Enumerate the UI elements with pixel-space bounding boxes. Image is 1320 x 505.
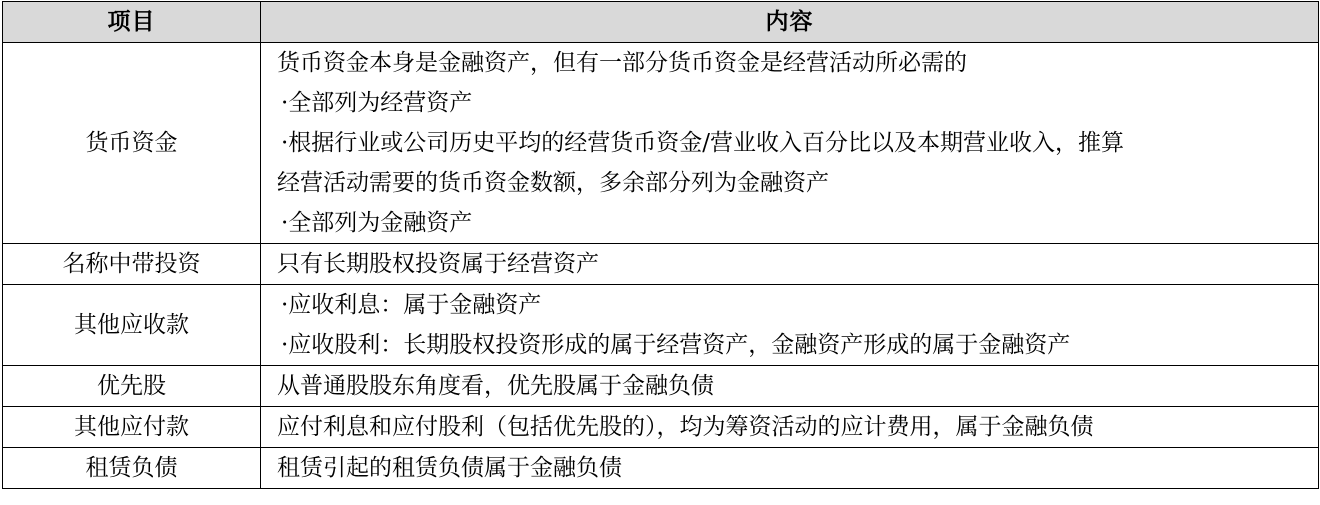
content-line: ·应收利息：属于金融资产 bbox=[281, 292, 542, 318]
row-item-label: 租赁负债 bbox=[3, 448, 261, 489]
content-line: 经营活动需要的货币资金数额，多余部分列为金融资产 bbox=[277, 170, 829, 196]
row-content bbox=[261, 448, 1319, 489]
header-row bbox=[3, 2, 1319, 43]
row-content bbox=[261, 407, 1319, 448]
table-row bbox=[3, 43, 1319, 244]
content-line: ·应收股利：长期股权投资形成的属于经营资产，金融资产形成的属于金融资产 bbox=[281, 332, 1071, 358]
row-item-label: 名称中带投资 bbox=[3, 244, 261, 285]
header-item: 项目 bbox=[3, 2, 261, 43]
row-item-label: 其他应收款 bbox=[3, 285, 261, 366]
table-row bbox=[3, 285, 1319, 366]
row-item-label: 其他应付款 bbox=[3, 407, 261, 448]
row-content bbox=[261, 366, 1319, 407]
content-line: 货币资金本身是金融资产，但有一部分货币资金是经营活动所必需的 bbox=[277, 50, 967, 76]
table-row bbox=[3, 407, 1319, 448]
table-row bbox=[3, 366, 1319, 407]
classification-table bbox=[2, 1, 1319, 489]
content-line: 只有长期股权投资属于经营资产 bbox=[277, 251, 599, 277]
content-line: ·全部列为经营资产 bbox=[281, 90, 473, 116]
row-item-label: 优先股 bbox=[3, 366, 261, 407]
content-line: ·全部列为金融资产 bbox=[281, 210, 473, 236]
content-line: ·根据行业或公司历史平均的经营货币资金/营业收入百分比以及本期营业收入，推算 bbox=[281, 130, 1125, 156]
content-line: 从普通股股东角度看，优先股属于金融负债 bbox=[277, 373, 714, 399]
header-content: 内容 bbox=[261, 2, 1319, 43]
table-row bbox=[3, 448, 1319, 489]
row-content bbox=[261, 43, 1319, 244]
content-line: 租赁引起的租赁负债属于金融负债 bbox=[277, 455, 622, 481]
table-row bbox=[3, 244, 1319, 285]
row-item-label: 货币资金 bbox=[3, 43, 261, 244]
row-content bbox=[261, 244, 1319, 285]
row-content bbox=[261, 285, 1319, 366]
content-line: 应付利息和应付股利（包括优先股的），均为筹资活动的应计费用，属于金融负债 bbox=[277, 414, 1094, 440]
